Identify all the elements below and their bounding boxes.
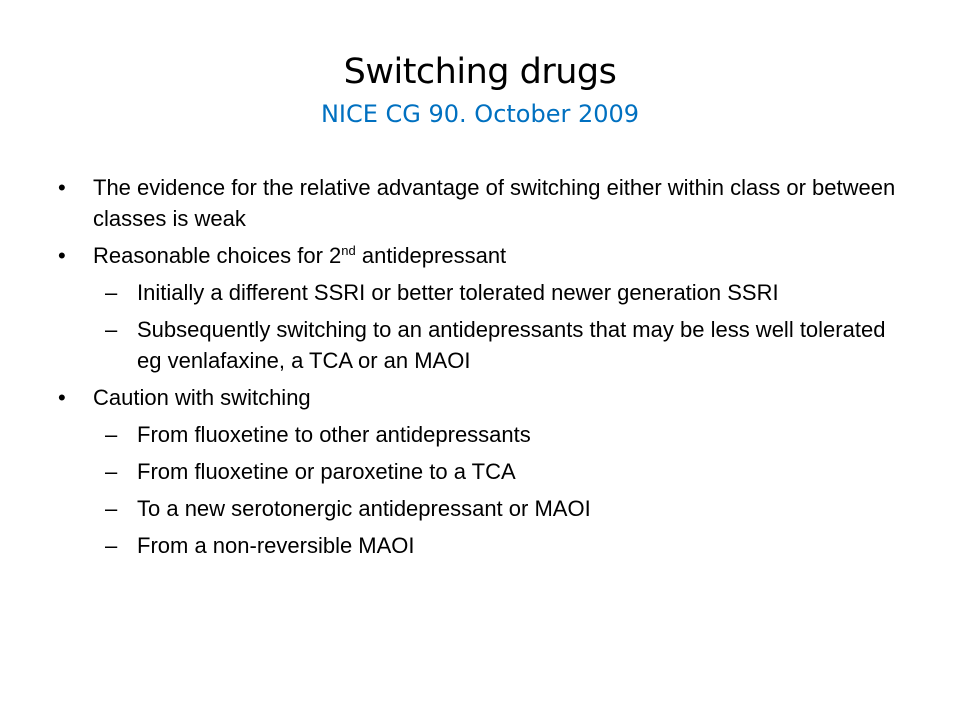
sub-bullet-item: [58, 493, 898, 524]
bullet-marker: •: [58, 175, 66, 200]
bullet-text: The evidence for the relative advantage of switching either within class or between classes is weak: [93, 175, 896, 231]
sub-bullet-text: Initially a different SSRI or better tolerated newer generation SSRI: [137, 280, 779, 305]
bullet-text-start: Reasonable choices for 2: [93, 243, 342, 268]
dash-marker: –: [105, 280, 118, 305]
dash-marker: –: [105, 459, 118, 484]
bullet-text: Caution with switching: [93, 385, 311, 410]
sub-bullet-text: From fluoxetine to other antidepressants: [137, 422, 531, 447]
sub-bullet-item: [58, 314, 898, 376]
bullet-item: [58, 172, 898, 234]
sub-bullet-item: [58, 419, 898, 450]
slide-subtitle: NICE CG 90. October 2009: [320, 100, 640, 128]
dash-marker: –: [105, 533, 118, 558]
slide-content: [58, 172, 898, 567]
title-block: [60, 48, 900, 132]
slide-title: Switching drugs: [343, 52, 617, 92]
bullet-text: [93, 243, 506, 268]
bullet-item: [58, 382, 898, 413]
dash-marker: –: [105, 317, 118, 342]
sub-bullet-text: To a new serotonergic antidepressant or MAOI: [137, 496, 591, 521]
ordinal-superscript: nd: [341, 243, 356, 258]
bullet-item: [58, 240, 898, 271]
sub-bullet-item: [58, 530, 898, 561]
bullet-marker: •: [58, 385, 66, 410]
dash-marker: –: [105, 496, 118, 521]
sub-bullet-item: [58, 277, 898, 308]
sub-bullet-text: Subsequently switching to an antidepressants that may be less well tolerated eg venlafaxine, a TCA or an MAOI: [137, 317, 886, 373]
sub-bullet-text: From fluoxetine or paroxetine to a TCA: [137, 459, 516, 484]
dash-marker: –: [105, 422, 118, 447]
sub-bullet-text: From a non-reversible MAOI: [137, 533, 415, 558]
bullet-text-end: antidepressant: [355, 243, 507, 268]
sub-bullet-item: [58, 456, 898, 487]
bullet-marker: •: [58, 243, 66, 268]
